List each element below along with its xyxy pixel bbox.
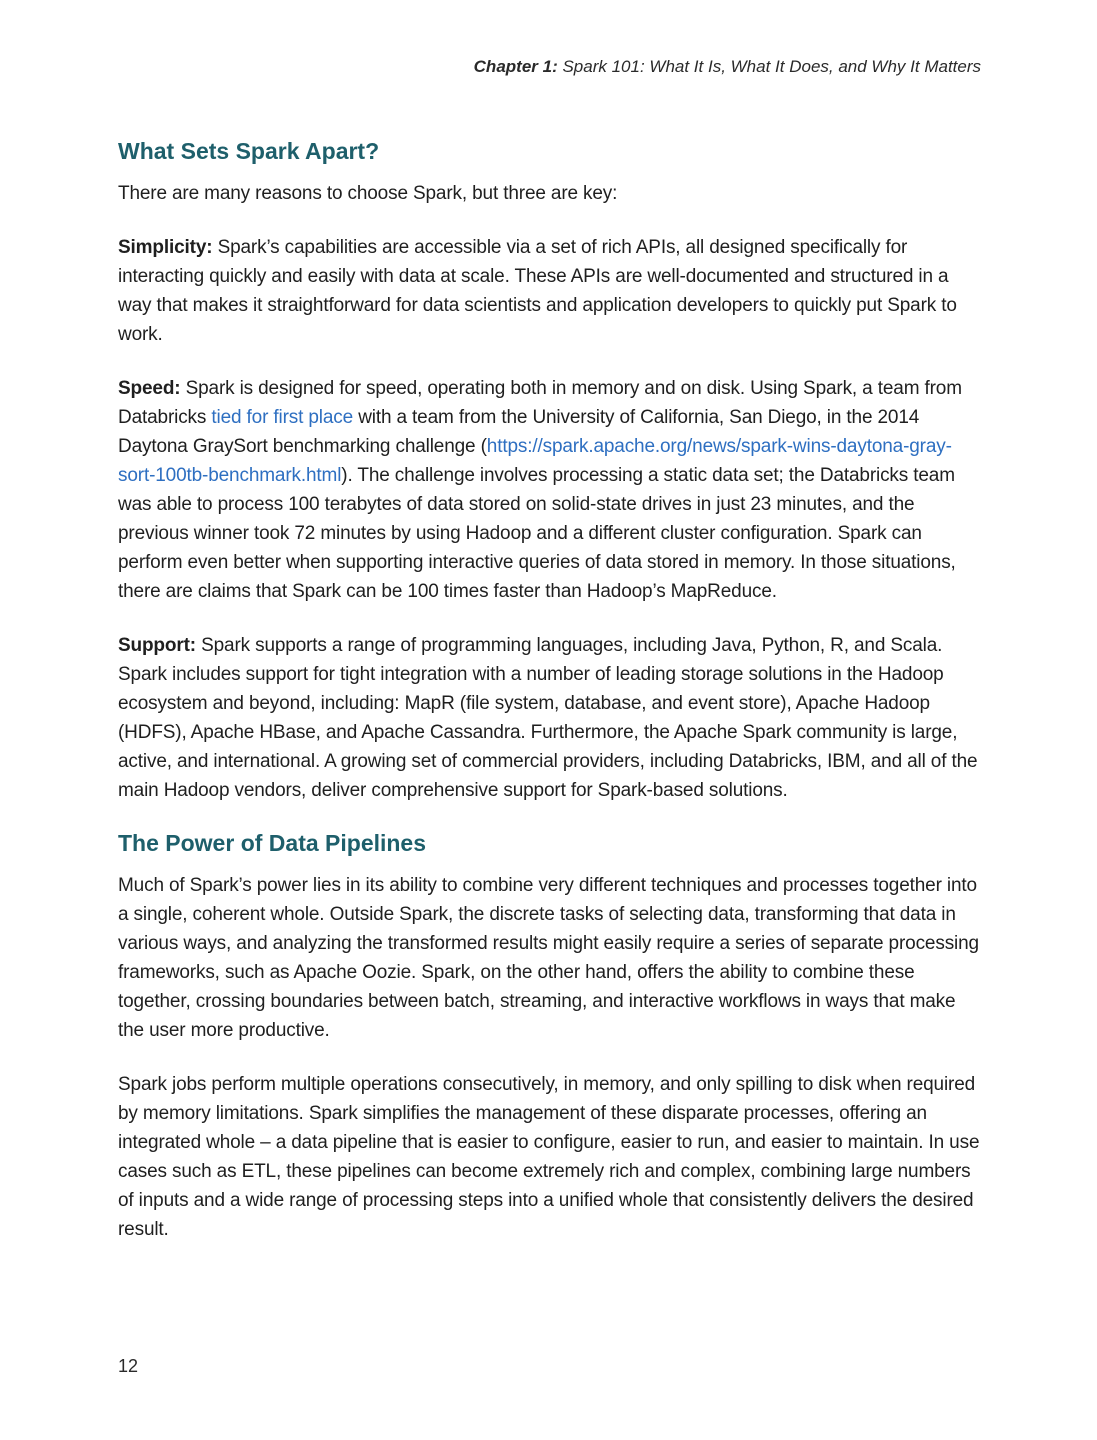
paragraph-simplicity xyxy=(118,233,982,349)
paragraph-support xyxy=(118,631,982,805)
paragraph-pipelines-1: Much of Spark’s power lies in its ability to combine very different techniques and processes together into a single, coherent whole. Outside Spark, the discrete tasks of selecting data, transforming that data in various ways, and analyzing the transformed results might easily require a series of separate processing frameworks, such as Apache Oozie. Spark, on the other hand, offers the ability to combine these together, crossing boundaries between batch, streaming, and interactive workflows in ways that make the user more productive. xyxy=(118,875,979,1041)
speed-lead-label: Speed: xyxy=(118,378,181,399)
page-number: 12 xyxy=(118,1356,139,1376)
link-graysort-benchmark-url[interactable]: https://spark.apache.org/news/spark-wins-daytona-gray-sort-100tb-benchmark.html xyxy=(118,436,952,486)
link-tied-for-first-place[interactable]: tied for first place xyxy=(211,407,354,428)
support-lead-label: Support: xyxy=(118,635,196,656)
running-header-chapter-title: Spark 101: What It Is, What It Does, and Why It Matters xyxy=(557,57,981,76)
speed-body-text-1: Spark is designed for speed, operating both in memory and on disk. Using Spark, a team from Databricks xyxy=(118,378,962,428)
simplicity-body-text: Spark’s capabilities are accessible via a set of rich APIs, all designed specifically for interacting quickly and easily with data at scale. These APIs are well-documented and structured in a way that makes it straightforward for data scientists and application developers to quickly put Spark to work. xyxy=(118,237,957,345)
section-heading-power-of-data-pipelines: The Power of Data Pipelines xyxy=(118,830,427,856)
simplicity-lead-label: Simplicity: xyxy=(118,237,213,258)
speed-body-text-2: with a team from the University of California, San Diego, in the 2014 Daytona GraySort benchmarking challenge ( xyxy=(118,407,920,457)
running-header-chapter-label: Chapter 1: xyxy=(473,57,558,76)
paragraph-speed xyxy=(118,374,982,606)
paragraph-intro: There are many reasons to choose Spark, but three are key: xyxy=(118,183,618,204)
support-body-text: Spark supports a range of programming languages, including Java, Python, R, and Scala. Spark includes support for tight integration with a number of leading storage solutions in the Hadoop ecosystem and beyond, including: MapR (file system, database, and event store), Apache Hadoop (HDFS), Apache HBase, and Apache Cassandra. Furthermore, the Apache Spark community is large, active, and international. A growing set of commercial providers, including Databricks, IBM, and all of the main Hadoop vendors, deliver comprehensive support for Spark-based solutions. xyxy=(118,635,978,801)
section-heading-what-sets-spark-apart: What Sets Spark Apart? xyxy=(118,138,380,164)
running-header xyxy=(474,57,981,77)
page-content xyxy=(118,138,982,1269)
speed-body-text-3: ). The challenge involves processing a static data set; the Databricks team was able to process 100 terabytes of data stored on solid-state drives in just 23 minutes, and the previous winner took 72 minutes by using Hadoop and a different cluster configuration. Spark can perform even better when supporting interactive queries of data stored in memory. In those situations, there are claims that Spark can be 100 times faster than Hadoop’s MapReduce. xyxy=(118,465,956,602)
paragraph-pipelines-2: Spark jobs perform multiple operations consecutively, in memory, and only spilling to disk when required by memory limitations. Spark simplifies the management of these disparate processes, offering an integrated whole – a data pipeline that is easier to configure, easier to run, and easier to maintain. In use cases such as ETL, these pipelines can become extremely rich and complex, combining large numbers of inputs and a wide range of processing steps into a unified whole that consistently delivers the desired result. xyxy=(118,1074,980,1240)
